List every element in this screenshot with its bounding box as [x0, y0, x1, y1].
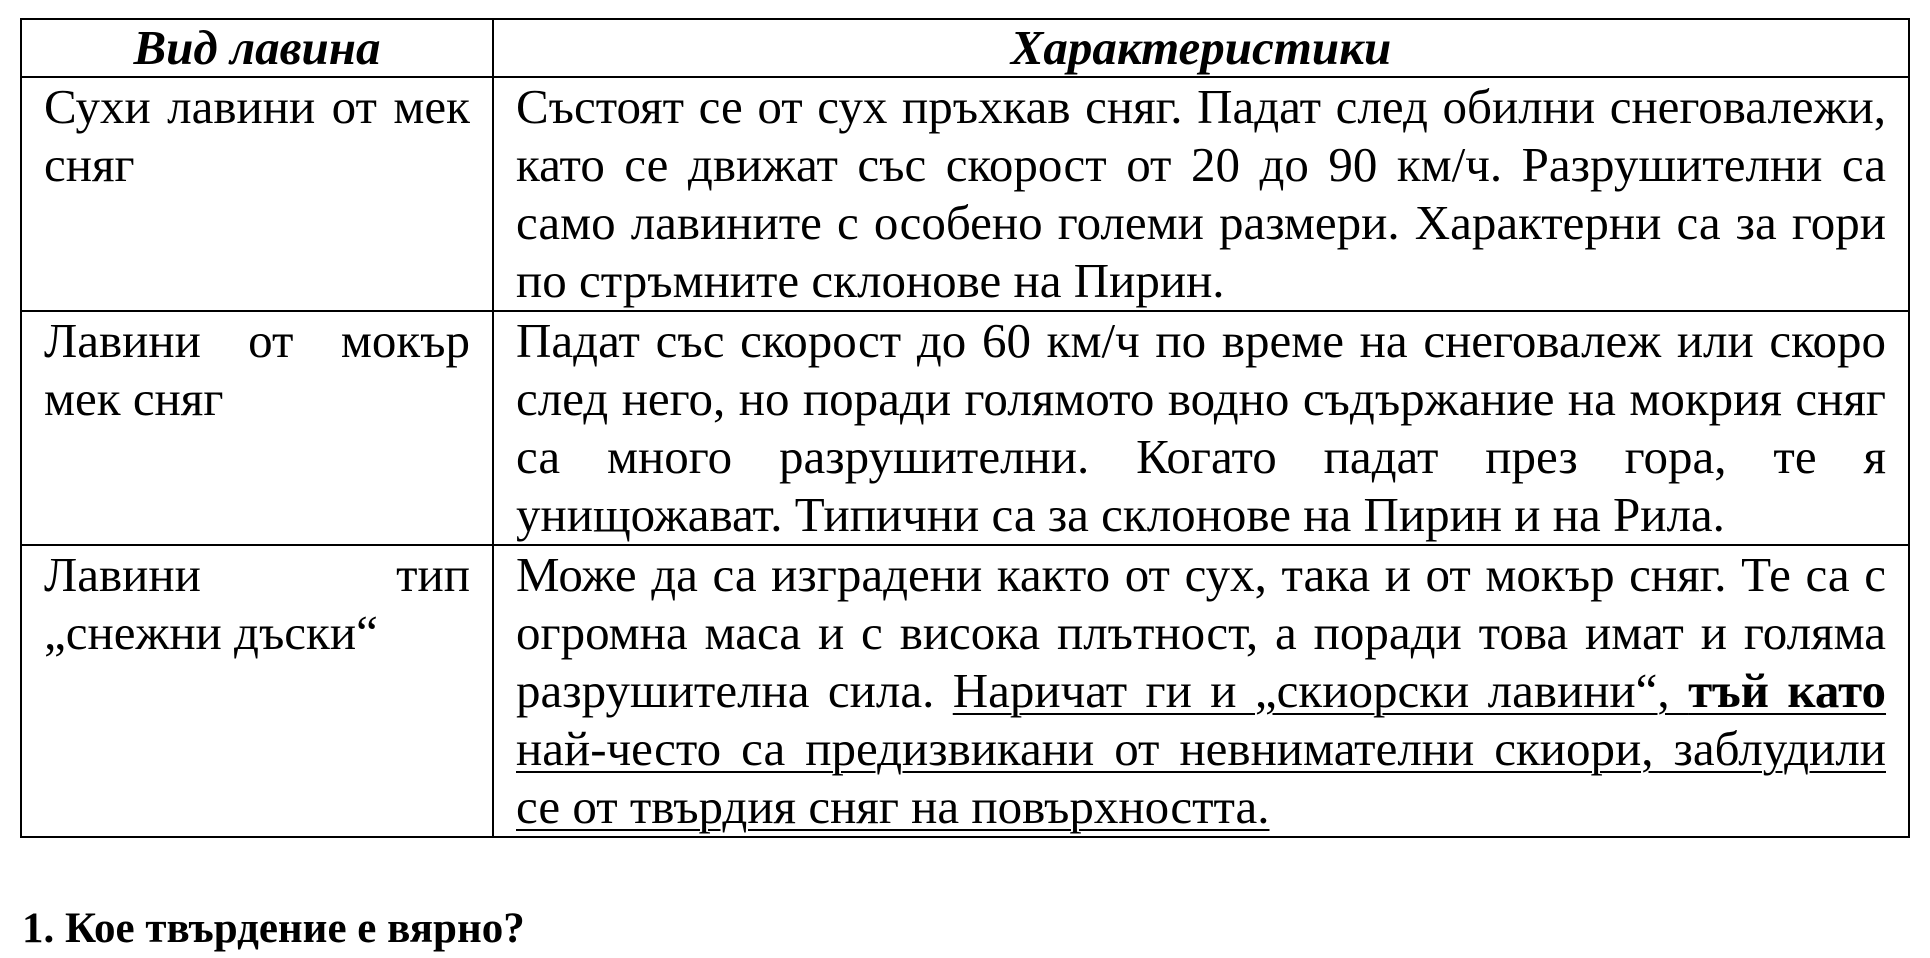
characteristics-text: Падат със скорост до 60 км/ч по време на снеговалеж или скоро след него, но поради голямото водно съдържание на мокрия сняг са много разрушителни. Когато падат през гора, те я унищожават. Типични са за склонове на Пирин и на Рила. — [516, 313, 1886, 542]
avalanche-types-table — [20, 18, 1910, 838]
avalanche-type-label: Сухи лавини от мек сняг — [44, 79, 470, 192]
table-row — [21, 77, 1909, 311]
table-row — [21, 311, 1909, 545]
characteristics-text: Състоят се от сух пръхкав сняг. Падат след обилни снеговалежи, като се движат със скорост от 20 до 90 км/ч. Разрушителни са само лавините с особено големи размери. Характерни са за гори по стръмните склонове на Пирин. — [516, 79, 1886, 308]
avalanche-type-label: Лавини от мокър мек сняг — [44, 313, 470, 426]
characteristics-cell — [493, 77, 1909, 311]
characteristics-text — [516, 546, 1886, 836]
question-heading: 1. Кое твърдение е вярно? — [22, 905, 525, 952]
characteristics-cell — [493, 545, 1909, 837]
avalanche-type-cell — [21, 77, 493, 311]
characteristics-plain-text: Може да са изградени както от сух, така и от мокър сняг. Те са с огромна маса и с висока плътност, а поради това имат и голяма разрушителна сила. — [516, 547, 1886, 718]
avalanche-type-label: Лавини тип „снежни дъски“ — [44, 547, 470, 660]
avalanche-type-cell — [21, 545, 493, 837]
table-row — [21, 545, 1909, 837]
avalanche-type-cell — [21, 311, 493, 545]
header-avalanche-type: Вид лавина — [21, 19, 493, 77]
characteristics-bold-underlined-text: тъй като — [1688, 663, 1887, 718]
characteristics-underlined-text-end: най-често са предизвикани от невнимателни скиори, заблудили се от твърдия сняг на повърхността. — [516, 721, 1886, 834]
table-header-row — [21, 19, 1909, 77]
characteristics-underlined-text: Наричат ги и „скиорски лавини“, — [952, 663, 1689, 718]
header-characteristics: Характеристики — [493, 19, 1909, 77]
characteristics-cell — [493, 311, 1909, 545]
